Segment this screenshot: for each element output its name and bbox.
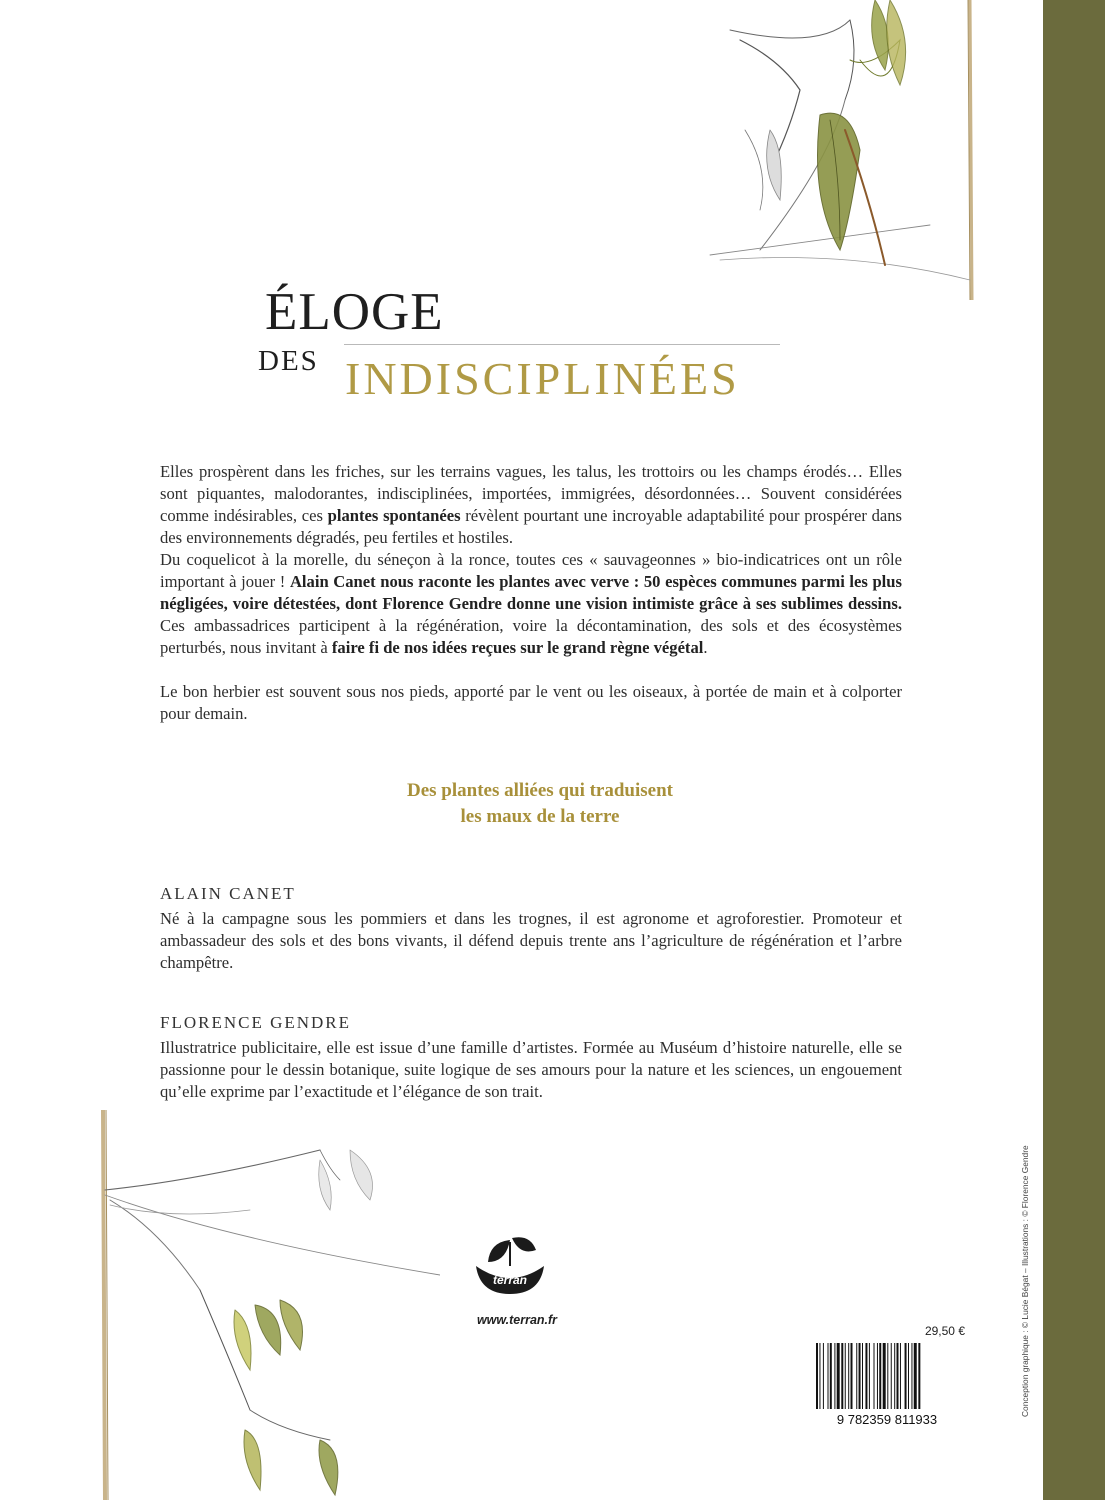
isbn-barcode	[812, 1343, 962, 1427]
terran-leaf-logo	[470, 1232, 550, 1294]
oat-grass-illustration-top	[700, 0, 990, 300]
barcode-bar	[816, 1343, 818, 1409]
tagline-line-1: Des plantes alliées qui traduisent	[406, 780, 674, 801]
title-des: DES	[258, 345, 319, 377]
barcode-bar	[819, 1343, 820, 1409]
barcode-bar	[841, 1343, 843, 1409]
barcode-bar	[845, 1343, 846, 1409]
book-spine-band	[1043, 0, 1105, 1500]
description-paragraph-1: Elles prospèrent dans les friches, sur les terrains vagues, les talus, les trottoirs ou les champs érodés… Elles sont piquantes, malodorantes, indisciplinées, importées, immigrées, désordonnées… Souvent considérées comme indésirables, ces plantes spontanées révèlent pourtant une incroyable adaptabilité pour prospérer dans des environnements dégradés, peu fertiles et hostiles.	[160, 462, 903, 547]
design-credit: Conception graphique : © Lucie Bégat – Illustrations : © Florence Gendre	[1020, 1145, 1030, 1417]
tagline	[300, 778, 780, 830]
title-indisciplinees: INDISCIPLINÉES	[345, 353, 740, 404]
barcode-bar	[887, 1343, 888, 1409]
price: 29,50 €	[924, 1324, 965, 1338]
barcode-bar	[897, 1343, 899, 1409]
author-name-canet: ALAIN CANET	[160, 884, 296, 903]
barcode-bar	[879, 1343, 881, 1409]
barcode-bar	[834, 1343, 835, 1409]
author-bio-canet: Né à la campagne sous les pommiers et dans les trognes, il est agronome et agroforestier. Promoteur et ambassadeur des sols et des bons vivants, il défend depuis trente ans l’agriculture de régénération et l’arbre champêtre.	[160, 909, 902, 972]
barcode-bar	[856, 1343, 857, 1409]
barcode-bar	[851, 1343, 853, 1409]
barcode-bar	[828, 1343, 829, 1409]
barcode-bar	[914, 1343, 917, 1409]
barcode-bar	[823, 1343, 824, 1409]
barcode-bar	[865, 1343, 867, 1409]
publisher-logo-text: terran	[492, 1273, 528, 1287]
barcode-bar	[859, 1343, 861, 1409]
barcode-bar	[874, 1343, 875, 1409]
barcode-bar	[869, 1343, 870, 1409]
isbn-number: 9 782359 811933	[836, 1412, 938, 1427]
title-divider	[344, 344, 780, 345]
description-paragraph-3: Le bon herbier est souvent sous nos pieds, apporté par le vent ou les oiseaux, à portée de main et à colporter pour demain.	[160, 682, 902, 723]
oat-grass-illustration-bottom	[80, 1110, 440, 1500]
author-bio-gendre: Illustratrice publicitaire, elle est issue d’une famille d’artistes. Formée au Muséum d’histoire naturelle, elle se passionne pour le dessin botanique, suite logique de ses amours pour la nature et les sciences, un engouement qu’elle exprime par l’exactitude et l’élégance de son trait.	[160, 1038, 902, 1101]
barcode-bar	[908, 1343, 909, 1409]
barcode-bar	[848, 1343, 849, 1409]
barcode-bar	[877, 1343, 878, 1409]
barcode-bar	[830, 1343, 832, 1409]
barcode-bar	[918, 1343, 920, 1409]
barcode-bar	[862, 1343, 863, 1409]
barcode-bar	[891, 1343, 892, 1409]
barcode-bar	[911, 1343, 912, 1409]
barcode-bar	[900, 1343, 901, 1409]
barcode-bar	[837, 1343, 840, 1409]
publisher-url: www.terran.fr	[476, 1313, 558, 1327]
author-name-gendre: FLORENCE GENDRE	[160, 1013, 352, 1032]
barcode-bar	[894, 1343, 895, 1409]
title-eloge: ÉLOGE	[265, 283, 444, 341]
description-paragraph-2: Du coquelicot à la morelle, du séneçon à la ronce, toutes ces « sauvageonnes » bio-indicatrices ont un rôle important à jouer ! Alain Canet nous raconte les plantes avec verve : 50 espèces communes parmi les plus négligées, voire détestées, dont Florence Gendre donne une vision intimiste grâce à ses sublimes dessins. Ces ambassadrices participent à la régénération, voire la décontamination, des sols et des écosystèmes perturbés, nous invitant à faire fi de nos idées reçues sur le grand règne végétal.	[160, 550, 902, 657]
tagline-line-2: les maux de la terre	[460, 806, 620, 827]
barcode-bar	[883, 1343, 886, 1409]
barcode-bar	[905, 1343, 907, 1409]
